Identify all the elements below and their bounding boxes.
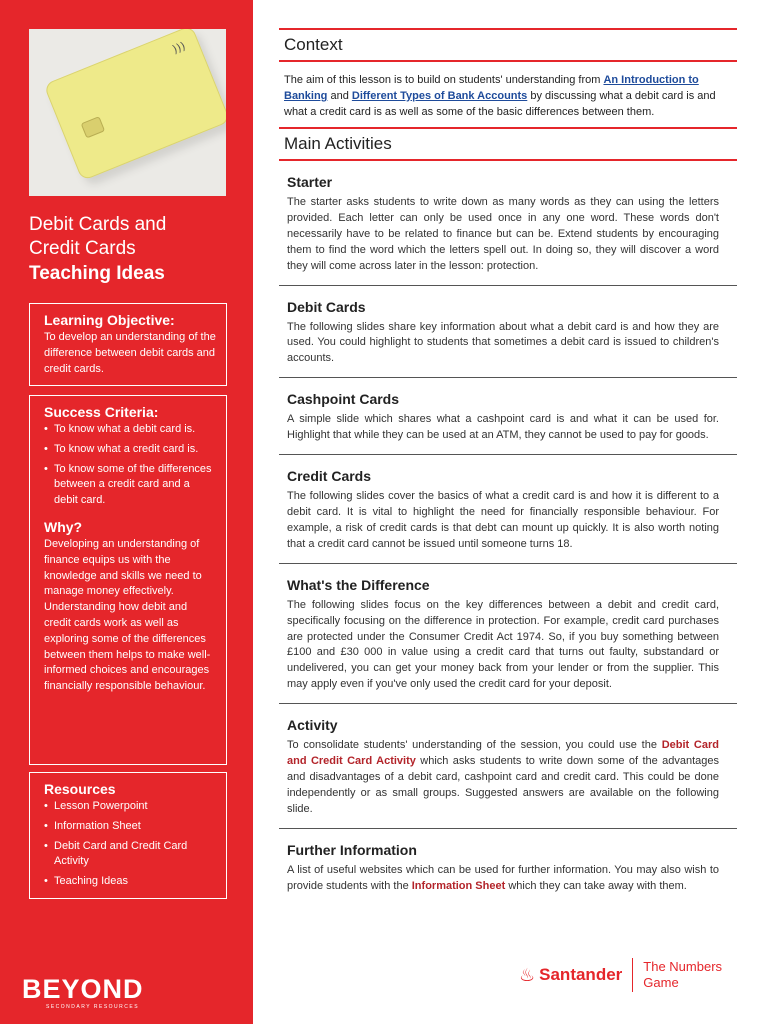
- resource-item[interactable]: • Debit Card and Credit Card Activity: [44, 839, 216, 871]
- yellow-card-graphic: [43, 29, 226, 181]
- learning-objective-box: [29, 303, 227, 386]
- numbers-line-1: The Numbers: [643, 959, 723, 974]
- further-text-part: which they can take away with them.: [505, 879, 687, 892]
- numbers-line-2: Game: [643, 975, 679, 990]
- contactless-icon: ))): [170, 39, 188, 57]
- intro-banking-link[interactable]: An Introduction to Banking: [284, 74, 699, 102]
- list-item: • To know what a debit card is.: [44, 422, 216, 438]
- document-title: [29, 213, 239, 287]
- further-text-part: A list of useful websites which can be used for further information. You may also wish to provide students with the: [287, 863, 719, 892]
- context-text: [279, 62, 737, 127]
- title-teaching-ideas: Teaching Ideas: [29, 263, 165, 284]
- cashpoint-cards-text: A simple slide which shares what a cashpoint card is and what it can be used for. Highlight that while they can be used at an ATM, they cannot be used to pay for goods.: [287, 413, 719, 442]
- difference-text: The following slides focus on the key differences between a debit and credit card, specifically focusing on the difference in protection. For example, credit card purchases are protected under the Consumer Credit Act 1974. So, if you buy something between £100 and £30 000 in value using a credit card that turns out faulty, substandard or undelivered, you can get your money back from your lender or from the supplier. This may apply even if you've only used the credit card for your deposit.: [287, 598, 719, 691]
- activity-text: [287, 738, 719, 818]
- criteria-why-box: [29, 395, 227, 765]
- credit-card-image: [29, 29, 226, 196]
- logo-divider: [632, 958, 633, 992]
- further-information-text: [287, 863, 719, 895]
- starter-title: Starter: [287, 174, 333, 190]
- activity-text-part: To consolidate students' understanding of the session, you could use the: [287, 739, 662, 752]
- santander-name: Santander: [539, 965, 623, 984]
- credit-cards-title: Credit Cards: [287, 468, 372, 485]
- further-information-section: [279, 829, 737, 905]
- context-text-part: and: [327, 90, 352, 102]
- resource-item[interactable]: • Information Sheet: [44, 819, 216, 835]
- resources-list: [44, 799, 216, 890]
- cashpoint-cards-title: Cashpoint Cards: [287, 391, 400, 408]
- beyond-logo: BEYOND: [22, 974, 144, 1004]
- starter-text: The starter asks students to write down as many words as they can using the letters provided. Each letter can only be used once in any one word. These words don't necessarily have to be related to finance but can be. Extend students by encouraging them to find the word which the letters spell out. In doing so, they will discover a word they will come across later in the lesson: protection.: [287, 196, 719, 272]
- why-text: Developing an understanding of finance equips us with the knowledge and skills we need to manage money effectively. Understanding how debit and credit cards work as well as exploring some of the differences between them helps to make well-informed choices and encourages financially responsible behaviour.: [44, 537, 211, 693]
- context-heading: Context: [284, 35, 343, 54]
- santander-flame-icon: ♨: [519, 965, 536, 985]
- debit-cards-section: [279, 286, 737, 379]
- numbers-game-logo: [643, 959, 722, 991]
- further-information-title: Further Information: [287, 841, 417, 858]
- success-criteria-list: [44, 422, 216, 509]
- information-sheet-link[interactable]: Information Sheet: [411, 879, 506, 892]
- resource-item[interactable]: • Lesson Powerpoint: [44, 799, 216, 815]
- title-line-1: Debit Cards and: [29, 214, 167, 235]
- card-chip-icon: [81, 116, 106, 138]
- difference-title: What's the Difference: [287, 576, 430, 593]
- debit-cards-text: The following slides share key information about what a debit card is and how they are used. You could highlight to students that sometimes a debit card is issued to children's accounts.: [287, 320, 719, 365]
- resource-item[interactable]: • Teaching Ideas: [44, 874, 216, 890]
- debit-cards-title: Debit Cards: [287, 298, 366, 315]
- credit-cards-text: The following slides cover the basics of what a credit card is and how it is different to a debit card. It is vital to highlight the need for financially responsible behaviour. For example, a risk of credit cards is that debt can mount up quickly. It is also worth noting that a credit card cannot be issued until someone turns 18.: [287, 490, 719, 550]
- resources-box: [29, 772, 227, 899]
- credit-cards-section: [279, 455, 737, 564]
- difference-section: [279, 564, 737, 704]
- learning-objective-text: To develop an understanding of the difference between debit cards and credit cards.: [44, 331, 216, 375]
- activity-sheet-link[interactable]: Debit Card and Credit Card Activity: [287, 739, 719, 768]
- list-item: • To know what a credit card is.: [44, 442, 216, 458]
- title-line-2: Credit Cards: [29, 238, 136, 259]
- learning-objective-heading: Learning Objective:: [44, 312, 175, 328]
- resources-heading: Resources: [44, 781, 116, 797]
- activity-title: Activity: [287, 717, 338, 734]
- bank-accounts-link[interactable]: Different Types of Bank Accounts: [351, 90, 528, 102]
- santander-logo: [519, 958, 722, 992]
- activity-text-part: which asks students to write down some of the advantages and disadvantages of a debit card, cashpoint card and credit card. This could be done independently or as small groups. Suggested answers are available on the following slide.: [287, 755, 719, 815]
- beyond-logo-subtitle: SECONDARY RESOURCES: [46, 1004, 140, 1010]
- why-heading: Why?: [44, 518, 83, 535]
- list-item: • To know some of the differences between a credit card and a debit card.: [44, 462, 216, 509]
- main-content: [279, 28, 737, 904]
- context-text-part: The aim of this lesson is to build on students' understanding from: [284, 74, 604, 86]
- starter-section: [279, 161, 737, 286]
- activity-section: [279, 704, 737, 829]
- cashpoint-cards-section: [279, 378, 737, 455]
- context-text-part: by discussing what a debit card is and what a credit card is as well as some of the basic differences between them.: [284, 90, 716, 118]
- success-criteria-heading: Success Criteria:: [44, 404, 159, 420]
- main-activities-heading: Main Activities: [284, 134, 392, 153]
- sidebar: [0, 0, 253, 1024]
